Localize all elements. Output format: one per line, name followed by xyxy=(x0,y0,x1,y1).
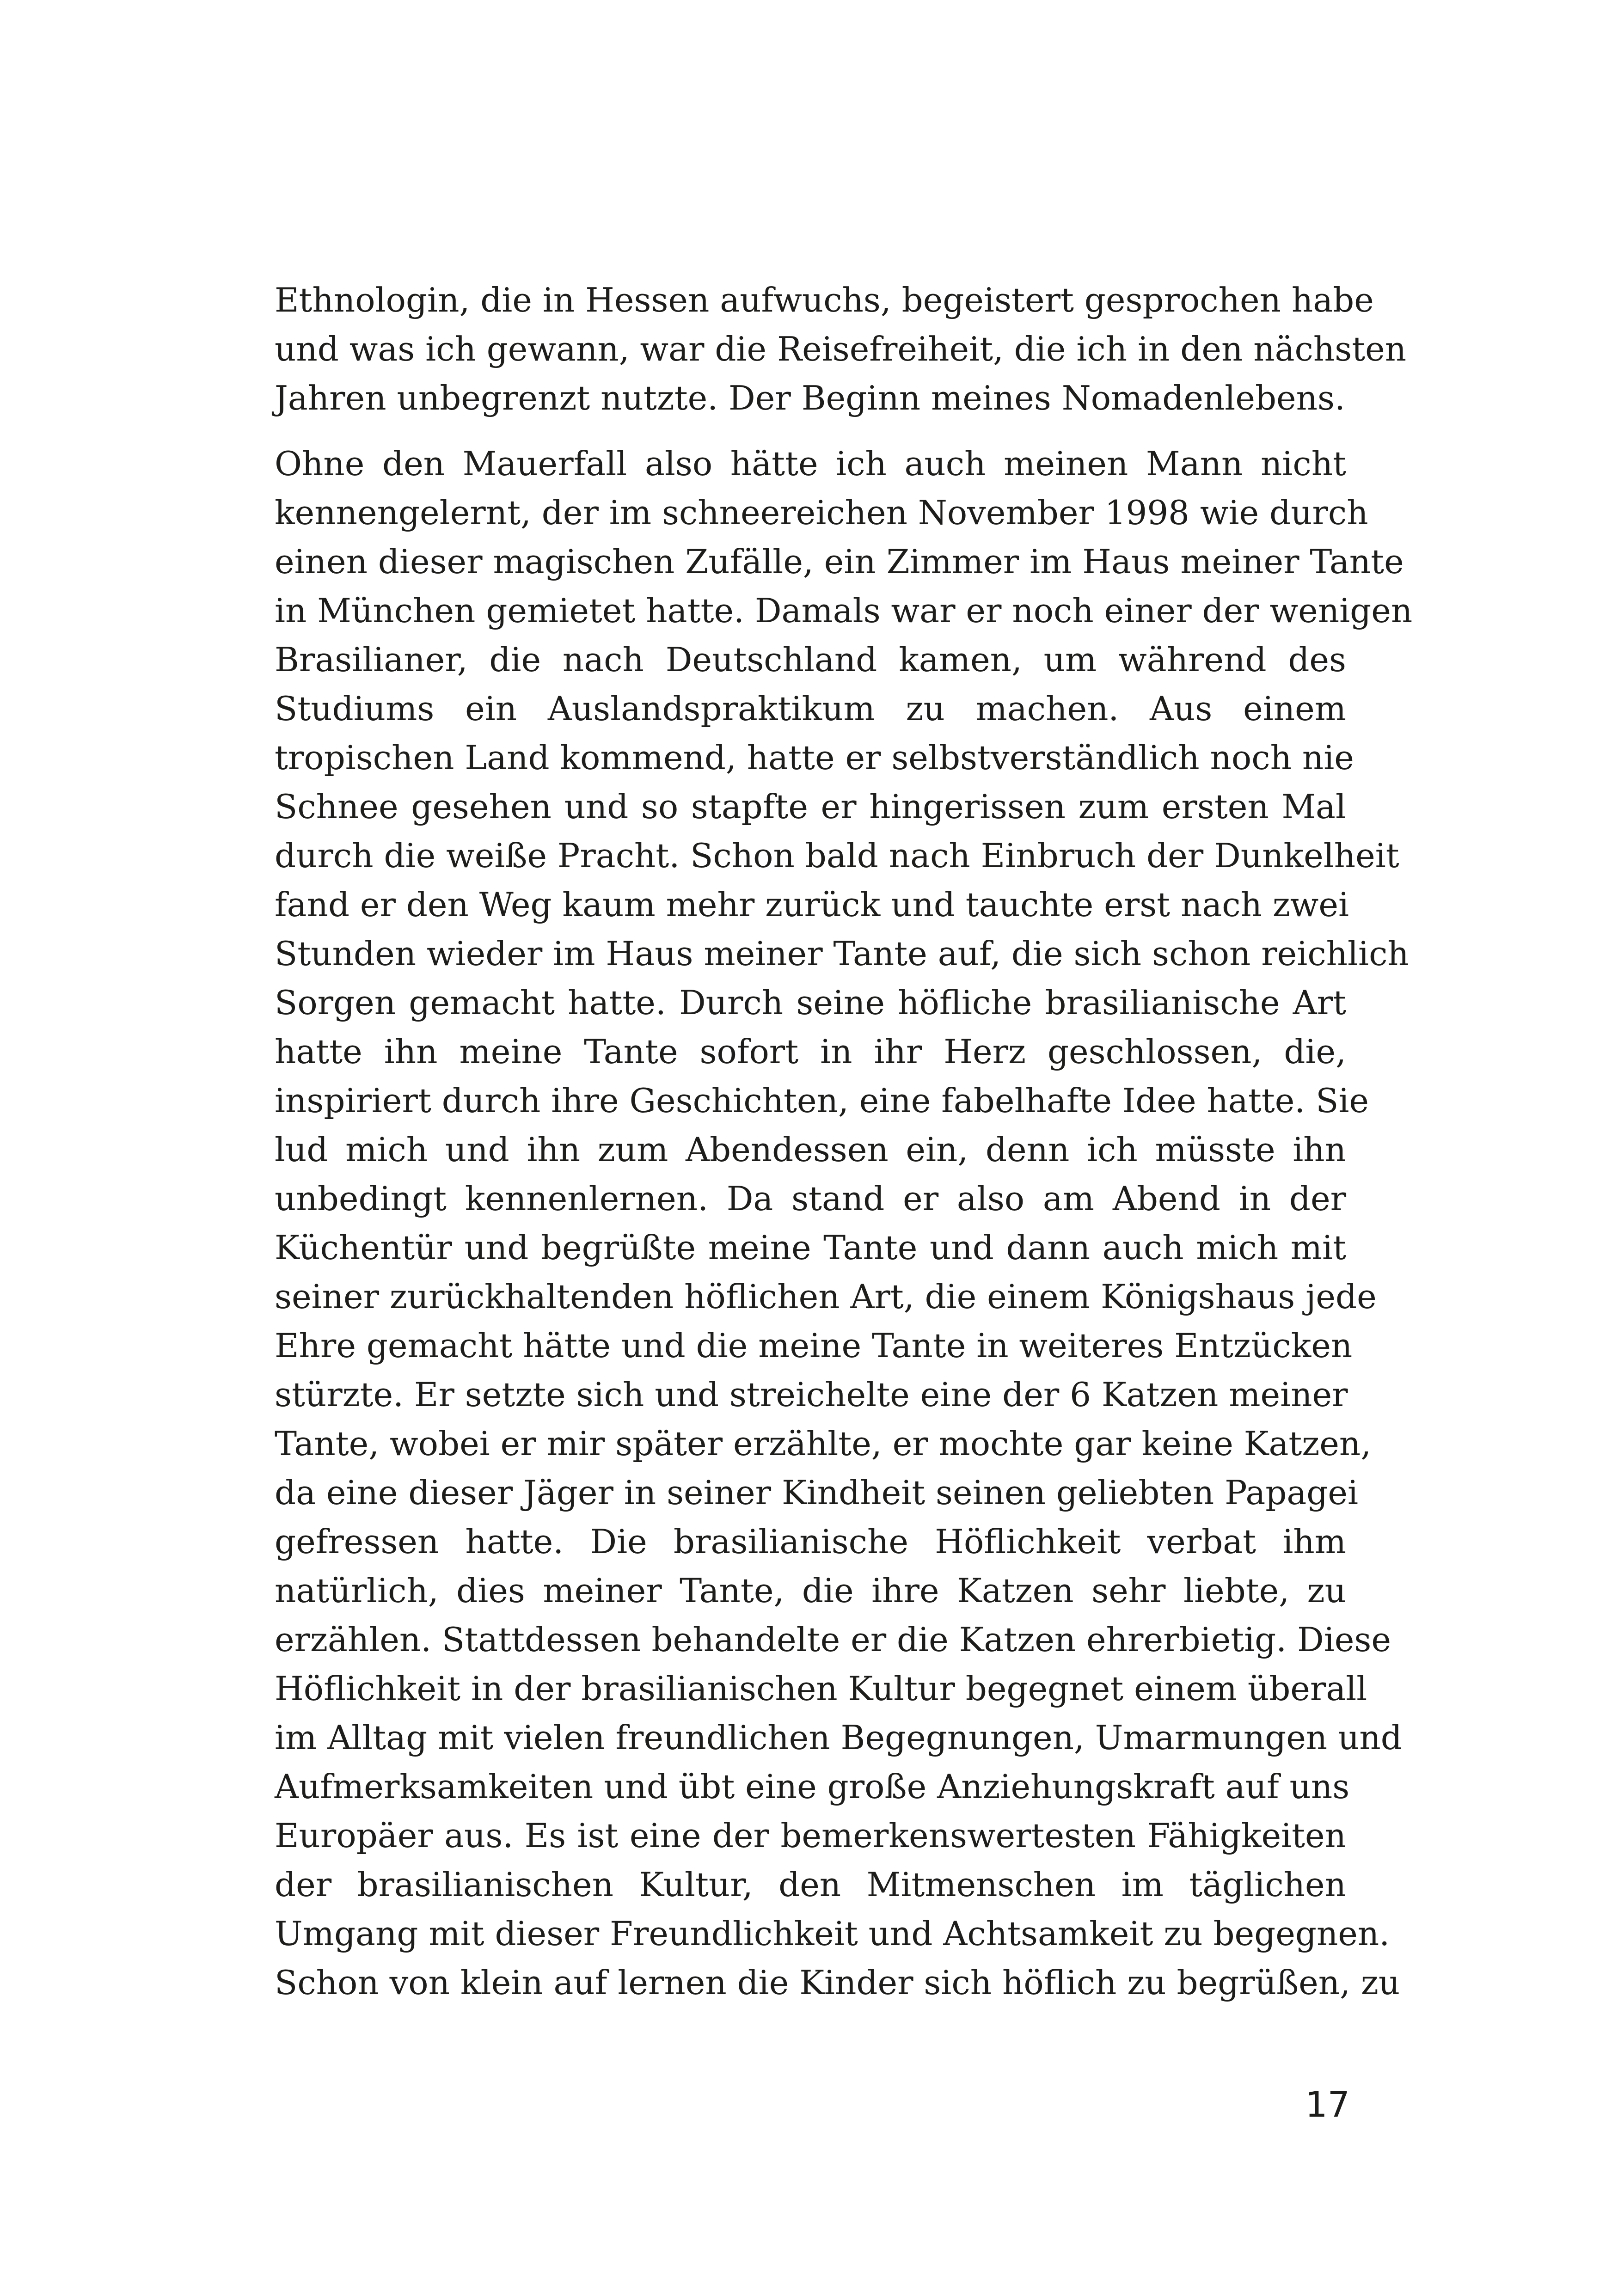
text-line: in München gemietet hatte. Damals war er noch einer der wenigen xyxy=(275,591,1413,630)
text-line: tropischen Land kommend, hatte er selbstverständlich noch nie xyxy=(275,738,1354,777)
text-line: Europäer aus. Es ist eine der bemerkenswertesten Fähigkeiten xyxy=(275,1816,1346,1855)
text-line: inspiriert durch ihre Geschichten, eine fabelhafte Idee hatte. Sie xyxy=(275,1081,1369,1120)
text-line: Höflichkeit in der brasilianischen Kultur begegnet einem überall xyxy=(275,1669,1367,1708)
paragraph-spacing xyxy=(275,422,1346,439)
text-line: Ohne den Mauerfall also hätte ich auch meinen Mann nicht xyxy=(275,444,1346,483)
text-line: Jahren unbegrenzt nutzte. Der Beginn meines Nomadenlebens. xyxy=(275,379,1345,417)
text-line: unbedingt kennenlernen. Da stand er also am Abend in der xyxy=(275,1179,1346,1218)
text-line: fand er den Weg kaum mehr zurück und tauchte erst nach zwei xyxy=(275,885,1349,924)
text-line: im Alltag mit vielen freundlichen Begegnungen, Umarmungen und xyxy=(275,1718,1402,1757)
text-line: Tante, wobei er mir später erzählte, er mochte gar keine Katzen, xyxy=(275,1424,1372,1463)
body-text xyxy=(275,276,1413,2007)
text-line: lud mich und ihn zum Abendessen ein, denn ich müsste ihn xyxy=(275,1130,1346,1169)
text-line: Aufmerksamkeiten und übt eine große Anziehungskraft auf uns xyxy=(275,1767,1350,1806)
text-line: gefressen hatte. Die brasilianische Höflichkeit verbat ihm xyxy=(275,1522,1346,1561)
text-line: Umgang mit dieser Freundlichkeit und Achtsamkeit zu begegnen. xyxy=(275,1914,1390,1953)
text-line: natürlich, dies meiner Tante, die ihre Katzen sehr liebte, zu xyxy=(275,1571,1346,1610)
text-line: seiner zurückhaltenden höflichen Art, die einem Königshaus jede xyxy=(275,1277,1377,1316)
text-line: kennengelernt, der im schneereichen November 1998 wie durch xyxy=(275,493,1368,532)
paragraph-1 xyxy=(275,276,1407,422)
text-line: Ehre gemacht hätte und die meine Tante in weiteres Entzücken xyxy=(275,1326,1353,1365)
page-number: 17 xyxy=(1305,2084,1350,2125)
text-line: erzählen. Stattdessen behandelte er die Katzen ehrerbietig. Diese xyxy=(275,1620,1391,1659)
paragraph-2 xyxy=(275,439,1413,2007)
text-line: Sorgen gemacht hatte. Durch seine höfliche brasilianische Art xyxy=(275,983,1346,1022)
text-line: Stunden wieder im Haus meiner Tante auf, die sich schon reichlich xyxy=(275,934,1409,973)
text-line: und was ich gewann, war die Reisefreiheit, die ich in den nächsten xyxy=(275,330,1407,368)
text-line: einen dieser magischen Zufälle, ein Zimmer im Haus meiner Tante xyxy=(275,542,1404,581)
text-line: stürzte. Er setzte sich und streichelte eine der 6 Katzen meiner xyxy=(275,1375,1348,1414)
text-line: Schnee gesehen und so stapfte er hingerissen zum ersten Mal xyxy=(275,787,1346,826)
text-line: Ethnologin, die in Hessen aufwuchs, begeistert gesprochen habe xyxy=(275,281,1374,319)
text-line: Küchentür und begrüßte meine Tante und dann auch mich mit xyxy=(275,1228,1346,1267)
text-line: der brasilianischen Kultur, den Mitmenschen im täglichen xyxy=(275,1865,1346,1904)
text-line: Schon von klein auf lernen die Kinder sich höflich zu begrüßen, zu xyxy=(275,1963,1400,2002)
text-line: hatte ihn meine Tante sofort in ihr Herz geschlossen, die, xyxy=(275,1032,1346,1071)
text-line: Studiums ein Auslandspraktikum zu machen. Aus einem xyxy=(275,689,1346,728)
text-line: da eine dieser Jäger in seiner Kindheit seinen geliebten Papagei xyxy=(275,1473,1359,1512)
text-line: durch die weiße Pracht. Schon bald nach Einbruch der Dunkelheit xyxy=(275,836,1399,875)
text-line: Brasilianer, die nach Deutschland kamen, um während des xyxy=(275,640,1346,679)
